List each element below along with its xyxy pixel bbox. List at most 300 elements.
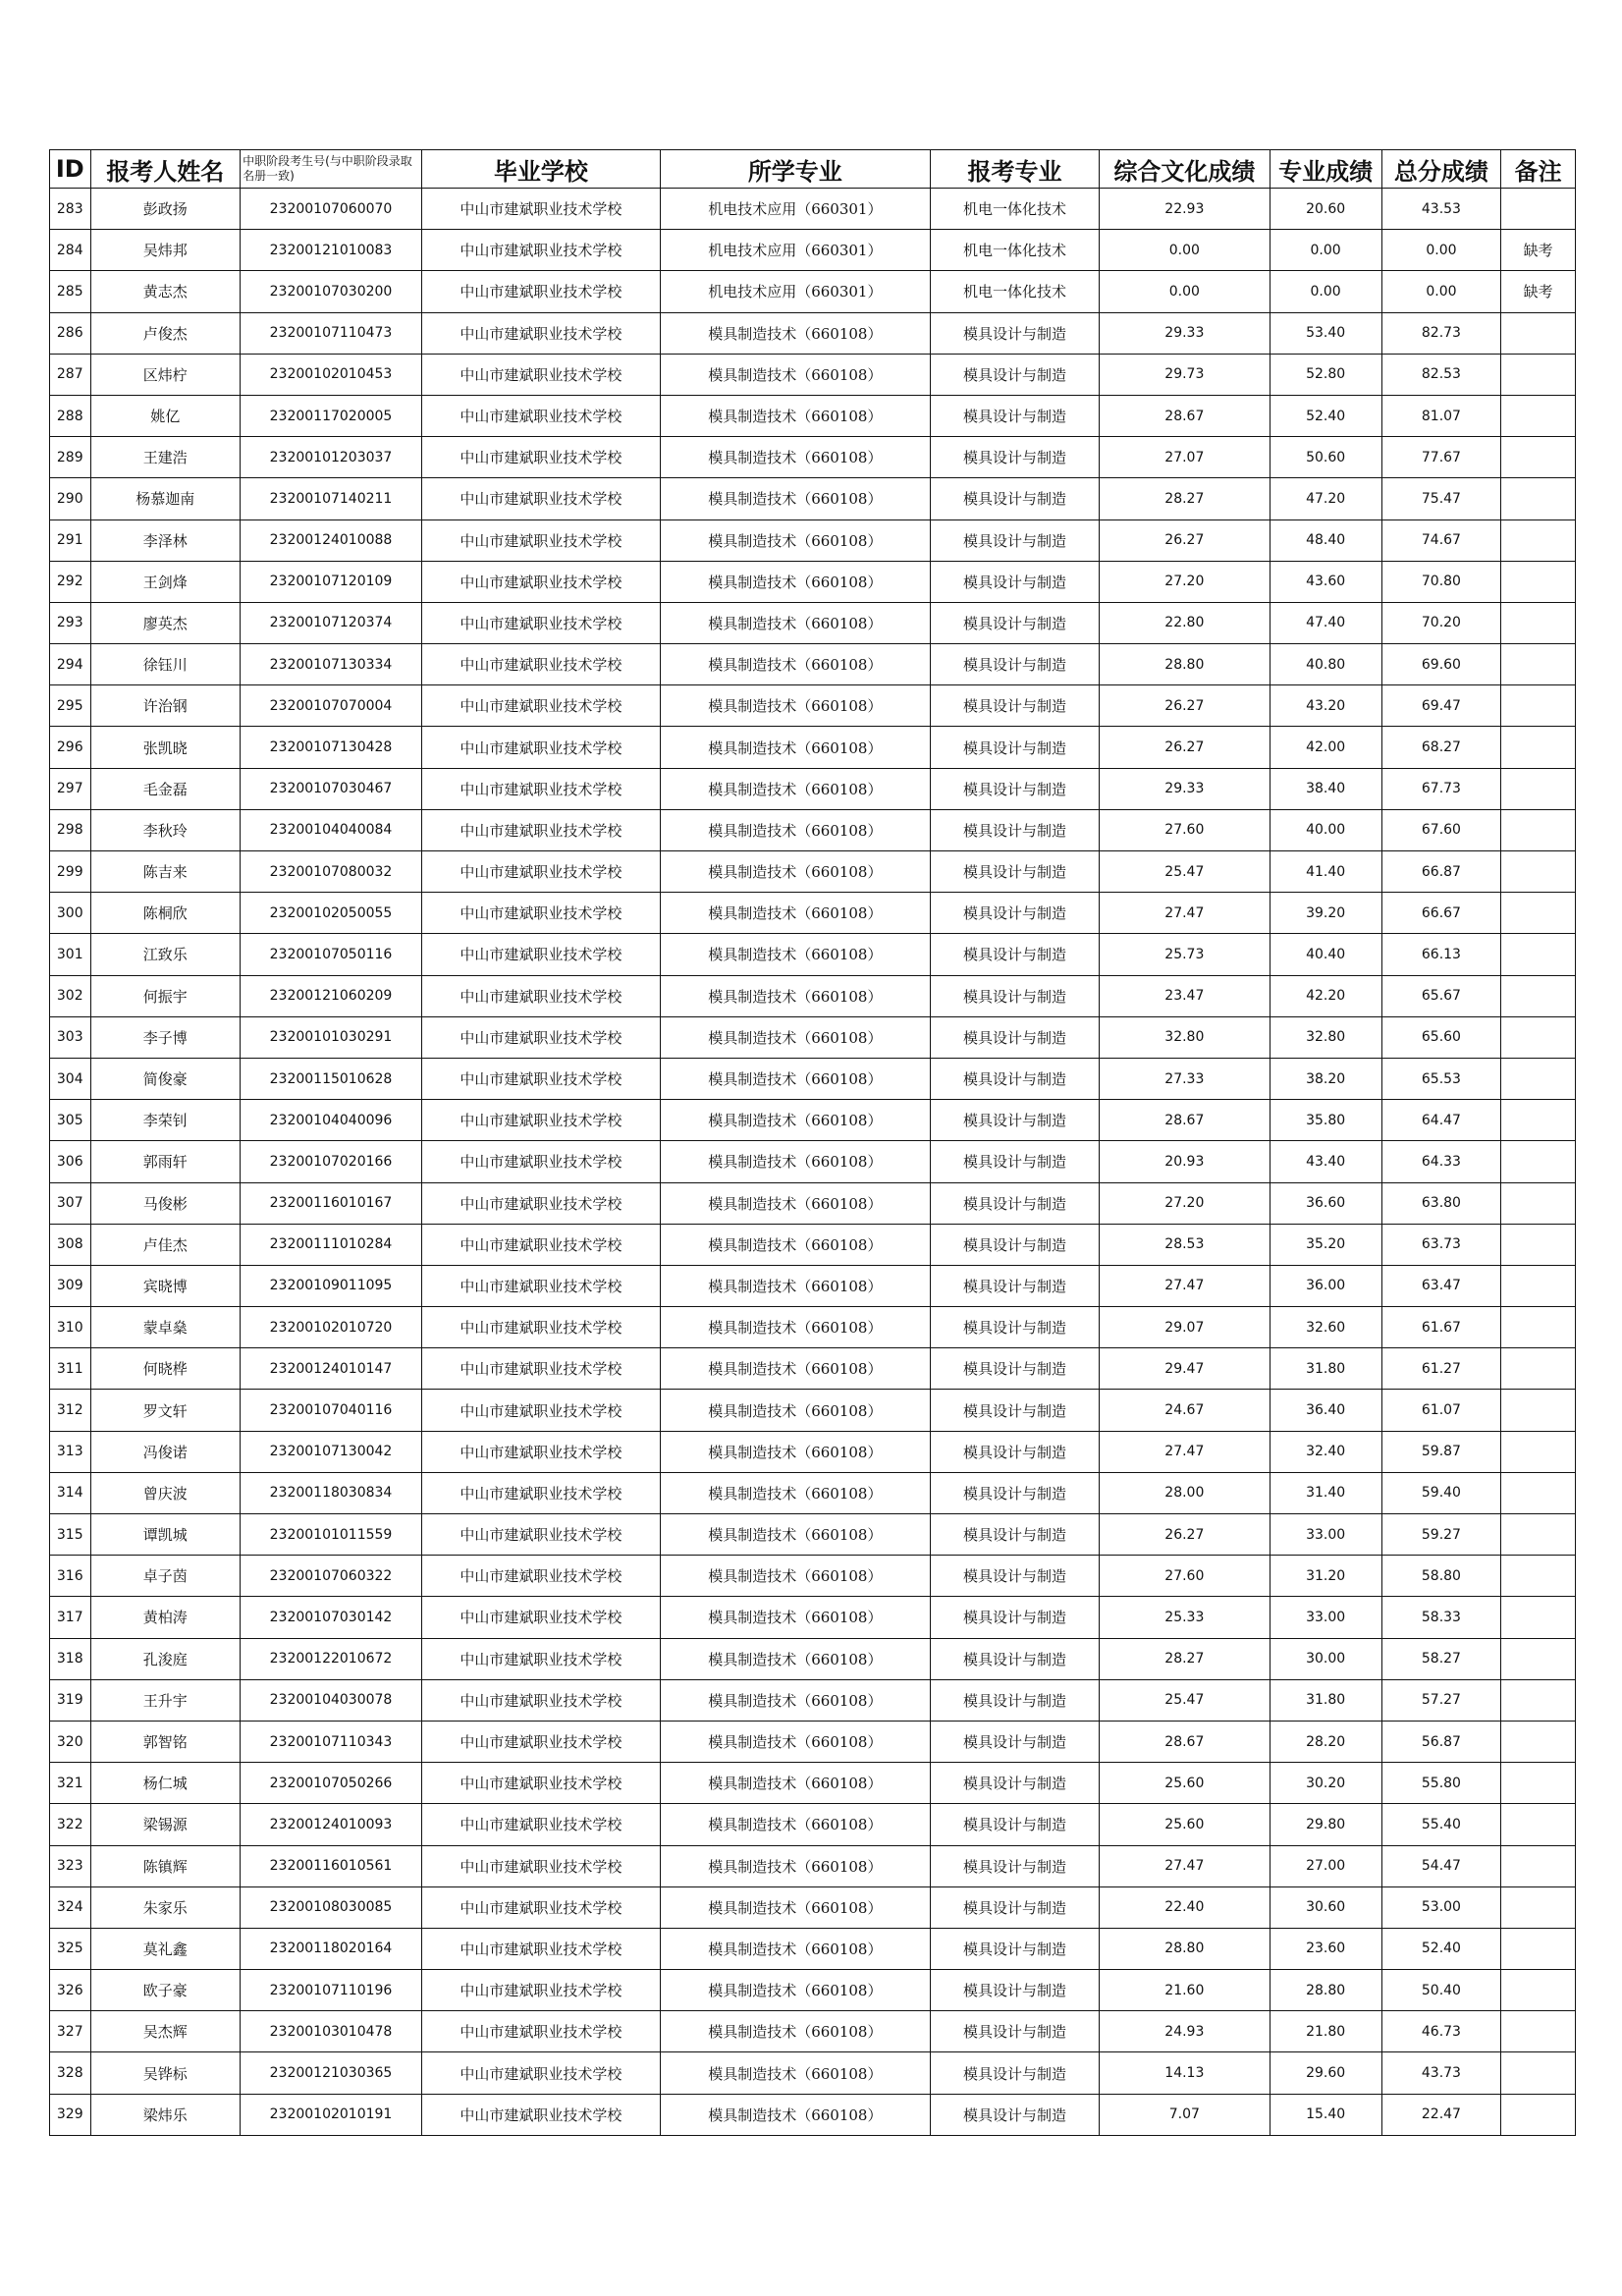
cell-remark: 缺考 <box>1501 271 1576 312</box>
cell-major: 模具制造技术（660108） <box>660 768 930 809</box>
cell-name: 马俊彬 <box>90 1182 241 1224</box>
cell-total-score: 59.87 <box>1381 1431 1500 1472</box>
cell-id: 292 <box>50 561 91 602</box>
cell-total-score: 46.73 <box>1381 2011 1500 2052</box>
table-row <box>50 1100 1576 1141</box>
cell-remark <box>1501 354 1576 395</box>
cell-school: 中山市建斌职业技术学校 <box>421 1265 660 1306</box>
header-apply-major: 报考专业 <box>930 150 1099 189</box>
cell-apply-major: 模具设计与制造 <box>930 2011 1099 2052</box>
cell-exam-no: 23200116010167 <box>241 1182 422 1224</box>
cell-exam-no: 23200107040116 <box>241 1390 422 1431</box>
cell-major: 模具制造技术（660108） <box>660 851 930 893</box>
cell-culture-score: 28.27 <box>1100 1638 1270 1679</box>
cell-id: 290 <box>50 478 91 519</box>
cell-apply-major: 模具设计与制造 <box>930 437 1099 478</box>
cell-id: 320 <box>50 1721 91 1762</box>
table-row <box>50 1679 1576 1721</box>
cell-exam-no: 23200111010284 <box>241 1224 422 1265</box>
cell-major-score: 41.40 <box>1270 851 1381 893</box>
cell-remark <box>1501 312 1576 354</box>
cell-apply-major: 模具设计与制造 <box>930 768 1099 809</box>
table-row <box>50 851 1576 893</box>
cell-remark <box>1501 975 1576 1016</box>
cell-id: 289 <box>50 437 91 478</box>
cell-total-score: 56.87 <box>1381 1721 1500 1762</box>
cell-culture-score: 28.80 <box>1100 1928 1270 1969</box>
cell-name: 许治钢 <box>90 685 241 727</box>
cell-id: 312 <box>50 1390 91 1431</box>
cell-apply-major: 模具设计与制造 <box>930 1016 1099 1058</box>
cell-school: 中山市建斌职业技术学校 <box>421 437 660 478</box>
cell-exam-no: 23200107070004 <box>241 685 422 727</box>
cell-exam-no: 23200107120109 <box>241 561 422 602</box>
cell-total-score: 75.47 <box>1381 478 1500 519</box>
cell-name: 王建浩 <box>90 437 241 478</box>
cell-school: 中山市建斌职业技术学校 <box>421 975 660 1016</box>
cell-remark <box>1501 1141 1576 1182</box>
cell-school: 中山市建斌职业技术学校 <box>421 1721 660 1762</box>
cell-apply-major: 模具设计与制造 <box>930 893 1099 934</box>
cell-exam-no: 23200107130428 <box>241 727 422 768</box>
cell-total-score: 61.07 <box>1381 1390 1500 1431</box>
cell-major-score: 31.40 <box>1270 1472 1381 1513</box>
cell-id: 298 <box>50 809 91 850</box>
cell-major-score: 33.00 <box>1270 1597 1381 1638</box>
cell-total-score: 52.40 <box>1381 1928 1500 1969</box>
cell-total-score: 59.40 <box>1381 1472 1500 1513</box>
cell-apply-major: 模具设计与制造 <box>930 685 1099 727</box>
cell-total-score: 43.73 <box>1381 2052 1500 2094</box>
table-row <box>50 312 1576 354</box>
cell-exam-no: 23200107060322 <box>241 1556 422 1597</box>
cell-major-score: 43.60 <box>1270 561 1381 602</box>
cell-school: 中山市建斌职业技术学校 <box>421 1556 660 1597</box>
score-table <box>49 149 1576 2136</box>
cell-major-score: 36.40 <box>1270 1390 1381 1431</box>
cell-school: 中山市建斌职业技术学校 <box>421 893 660 934</box>
cell-apply-major: 模具设计与制造 <box>930 1514 1099 1556</box>
cell-school: 中山市建斌职业技术学校 <box>421 2052 660 2094</box>
cell-school: 中山市建斌职业技术学校 <box>421 1763 660 1804</box>
cell-name: 欧子豪 <box>90 1970 241 2011</box>
cell-culture-score: 29.73 <box>1100 354 1270 395</box>
cell-total-score: 74.67 <box>1381 519 1500 561</box>
cell-total-score: 65.60 <box>1381 1016 1500 1058</box>
cell-school: 中山市建斌职业技术学校 <box>421 2011 660 2052</box>
cell-school: 中山市建斌职业技术学校 <box>421 1597 660 1638</box>
cell-remark <box>1501 1390 1576 1431</box>
cell-exam-no: 23200104040084 <box>241 809 422 850</box>
cell-total-score: 63.80 <box>1381 1182 1500 1224</box>
table-row <box>50 1970 1576 2011</box>
table-row <box>50 644 1576 685</box>
cell-culture-score: 27.47 <box>1100 1845 1270 1886</box>
cell-major-score: 29.60 <box>1270 2052 1381 2094</box>
cell-major: 模具制造技术（660108） <box>660 727 930 768</box>
cell-name: 杨仁城 <box>90 1763 241 1804</box>
header-name: 报考人姓名 <box>90 150 241 189</box>
cell-culture-score: 23.47 <box>1100 975 1270 1016</box>
cell-major: 模具制造技术（660108） <box>660 1638 930 1679</box>
cell-culture-score: 28.67 <box>1100 1721 1270 1762</box>
cell-culture-score: 26.27 <box>1100 1514 1270 1556</box>
cell-name: 曾庆波 <box>90 1472 241 1513</box>
cell-apply-major: 模具设计与制造 <box>930 1928 1099 1969</box>
table-row <box>50 1182 1576 1224</box>
cell-school: 中山市建斌职业技术学校 <box>421 1058 660 1099</box>
cell-name: 吴炜邦 <box>90 230 241 271</box>
cell-total-score: 63.47 <box>1381 1265 1500 1306</box>
cell-major-score: 28.20 <box>1270 1721 1381 1762</box>
cell-culture-score: 27.47 <box>1100 1265 1270 1306</box>
cell-apply-major: 模具设计与制造 <box>930 1431 1099 1472</box>
table-row <box>50 1141 1576 1182</box>
header-row <box>50 150 1576 189</box>
cell-exam-no: 23200107120374 <box>241 602 422 643</box>
cell-culture-score: 28.80 <box>1100 644 1270 685</box>
table-row <box>50 1804 1576 1845</box>
cell-name: 廖英杰 <box>90 602 241 643</box>
cell-school: 中山市建斌职业技术学校 <box>421 354 660 395</box>
cell-remark <box>1501 1886 1576 1928</box>
table-row <box>50 2094 1576 2135</box>
table-row <box>50 437 1576 478</box>
cell-remark <box>1501 1514 1576 1556</box>
cell-exam-no: 23200107110343 <box>241 1721 422 1762</box>
cell-major-score: 43.40 <box>1270 1141 1381 1182</box>
cell-culture-score: 25.60 <box>1100 1804 1270 1845</box>
cell-major: 模具制造技术（660108） <box>660 644 930 685</box>
cell-major-score: 48.40 <box>1270 519 1381 561</box>
cell-culture-score: 20.93 <box>1100 1141 1270 1182</box>
cell-id: 287 <box>50 354 91 395</box>
cell-total-score: 67.73 <box>1381 768 1500 809</box>
cell-major: 模具制造技术（660108） <box>660 2052 930 2094</box>
cell-school: 中山市建斌职业技术学校 <box>421 519 660 561</box>
cell-total-score: 66.87 <box>1381 851 1500 893</box>
cell-id: 327 <box>50 2011 91 2052</box>
table-row <box>50 1224 1576 1265</box>
cell-total-score: 64.47 <box>1381 1100 1500 1141</box>
cell-major-score: 53.40 <box>1270 312 1381 354</box>
cell-culture-score: 26.27 <box>1100 685 1270 727</box>
cell-culture-score: 0.00 <box>1100 271 1270 312</box>
cell-name: 王剑烽 <box>90 561 241 602</box>
table-row <box>50 1307 1576 1348</box>
cell-school: 中山市建斌职业技术学校 <box>421 478 660 519</box>
cell-school: 中山市建斌职业技术学校 <box>421 1100 660 1141</box>
cell-name: 李秋玲 <box>90 809 241 850</box>
cell-remark <box>1501 437 1576 478</box>
cell-school: 中山市建斌职业技术学校 <box>421 685 660 727</box>
cell-id: 321 <box>50 1763 91 1804</box>
table-row <box>50 395 1576 436</box>
cell-culture-score: 27.20 <box>1100 1182 1270 1224</box>
cell-remark <box>1501 1348 1576 1390</box>
cell-exam-no: 23200107030142 <box>241 1597 422 1638</box>
cell-apply-major: 模具设计与制造 <box>930 1182 1099 1224</box>
cell-total-score: 53.00 <box>1381 1886 1500 1928</box>
table-row <box>50 1514 1576 1556</box>
cell-major: 模具制造技术（660108） <box>660 519 930 561</box>
cell-exam-no: 23200118030834 <box>241 1472 422 1513</box>
cell-exam-no: 23200117020005 <box>241 395 422 436</box>
table-row <box>50 975 1576 1016</box>
cell-total-score: 70.20 <box>1381 602 1500 643</box>
cell-major-score: 40.80 <box>1270 644 1381 685</box>
table-row <box>50 478 1576 519</box>
cell-culture-score: 28.67 <box>1100 1100 1270 1141</box>
cell-remark <box>1501 1763 1576 1804</box>
cell-major: 模具制造技术（660108） <box>660 1058 930 1099</box>
cell-school: 中山市建斌职业技术学校 <box>421 1431 660 1472</box>
cell-major-score: 21.80 <box>1270 2011 1381 2052</box>
cell-name: 何晓桦 <box>90 1348 241 1390</box>
cell-major-score: 20.60 <box>1270 189 1381 230</box>
cell-remark: 缺考 <box>1501 230 1576 271</box>
cell-apply-major: 模具设计与制造 <box>930 1472 1099 1513</box>
cell-culture-score: 28.00 <box>1100 1472 1270 1513</box>
cell-name: 宾晓博 <box>90 1265 241 1306</box>
cell-id: 311 <box>50 1348 91 1390</box>
cell-apply-major: 模具设计与制造 <box>930 1390 1099 1431</box>
cell-school: 中山市建斌职业技术学校 <box>421 1182 660 1224</box>
cell-major-score: 33.00 <box>1270 1514 1381 1556</box>
cell-major: 模具制造技术（660108） <box>660 893 930 934</box>
cell-name: 杨慕迦南 <box>90 478 241 519</box>
cell-remark <box>1501 2011 1576 2052</box>
table-row <box>50 934 1576 975</box>
cell-remark <box>1501 395 1576 436</box>
cell-id: 308 <box>50 1224 91 1265</box>
cell-total-score: 0.00 <box>1381 230 1500 271</box>
cell-remark <box>1501 1224 1576 1265</box>
cell-apply-major: 机电一体化技术 <box>930 230 1099 271</box>
cell-id: 316 <box>50 1556 91 1597</box>
cell-total-score: 59.27 <box>1381 1514 1500 1556</box>
table-row <box>50 1348 1576 1390</box>
cell-id: 319 <box>50 1679 91 1721</box>
cell-school: 中山市建斌职业技术学校 <box>421 1970 660 2011</box>
cell-apply-major: 模具设计与制造 <box>930 519 1099 561</box>
cell-apply-major: 机电一体化技术 <box>930 271 1099 312</box>
table-row <box>50 230 1576 271</box>
cell-name: 陈桐欣 <box>90 893 241 934</box>
cell-culture-score: 14.13 <box>1100 2052 1270 2094</box>
cell-major-score: 27.00 <box>1270 1845 1381 1886</box>
cell-remark <box>1501 1928 1576 1969</box>
cell-name: 何振宇 <box>90 975 241 1016</box>
cell-exam-no: 23200107030467 <box>241 768 422 809</box>
cell-apply-major: 模具设计与制造 <box>930 312 1099 354</box>
cell-id: 329 <box>50 2094 91 2135</box>
table-row <box>50 1265 1576 1306</box>
cell-apply-major: 模具设计与制造 <box>930 1141 1099 1182</box>
cell-name: 郭智铭 <box>90 1721 241 1762</box>
cell-name: 卓子茵 <box>90 1556 241 1597</box>
header-exam-no: 中职阶段考生号(与中职阶段录取名册一致) <box>241 150 422 189</box>
cell-major-score: 52.40 <box>1270 395 1381 436</box>
cell-apply-major: 模具设计与制造 <box>930 1058 1099 1099</box>
cell-exam-no: 23200101203037 <box>241 437 422 478</box>
cell-total-score: 43.53 <box>1381 189 1500 230</box>
cell-major-score: 38.20 <box>1270 1058 1381 1099</box>
cell-total-score: 65.67 <box>1381 975 1500 1016</box>
cell-apply-major: 机电一体化技术 <box>930 189 1099 230</box>
table-row <box>50 561 1576 602</box>
cell-school: 中山市建斌职业技术学校 <box>421 1307 660 1348</box>
cell-school: 中山市建斌职业技术学校 <box>421 1638 660 1679</box>
cell-major-score: 31.20 <box>1270 1556 1381 1597</box>
cell-remark <box>1501 1804 1576 1845</box>
cell-apply-major: 模具设计与制造 <box>930 851 1099 893</box>
cell-apply-major: 模具设计与制造 <box>930 1597 1099 1638</box>
cell-name: 毛金磊 <box>90 768 241 809</box>
cell-remark <box>1501 1472 1576 1513</box>
cell-culture-score: 22.80 <box>1100 602 1270 643</box>
cell-major: 模具制造技术（660108） <box>660 1886 930 1928</box>
cell-culture-score: 24.67 <box>1100 1390 1270 1431</box>
cell-school: 中山市建斌职业技术学校 <box>421 1845 660 1886</box>
cell-culture-score: 27.60 <box>1100 1556 1270 1597</box>
cell-name: 冯俊诺 <box>90 1431 241 1472</box>
cell-id: 304 <box>50 1058 91 1099</box>
table-row <box>50 602 1576 643</box>
cell-exam-no: 23200107050116 <box>241 934 422 975</box>
cell-major-score: 36.00 <box>1270 1265 1381 1306</box>
table-row <box>50 1886 1576 1928</box>
cell-culture-score: 24.93 <box>1100 2011 1270 2052</box>
cell-culture-score: 26.27 <box>1100 727 1270 768</box>
table-row <box>50 893 1576 934</box>
cell-apply-major: 模具设计与制造 <box>930 1679 1099 1721</box>
cell-total-score: 70.80 <box>1381 561 1500 602</box>
cell-major-score: 42.20 <box>1270 975 1381 1016</box>
table-row <box>50 727 1576 768</box>
cell-exam-no: 23200115010628 <box>241 1058 422 1099</box>
cell-name: 王升宇 <box>90 1679 241 1721</box>
cell-major: 模具制造技术（660108） <box>660 975 930 1016</box>
cell-remark <box>1501 1638 1576 1679</box>
cell-major-score: 47.40 <box>1270 602 1381 643</box>
cell-school: 中山市建斌职业技术学校 <box>421 1348 660 1390</box>
cell-id: 307 <box>50 1182 91 1224</box>
cell-exam-no: 23200107050266 <box>241 1763 422 1804</box>
cell-major: 模具制造技术（660108） <box>660 1556 930 1597</box>
cell-culture-score: 22.40 <box>1100 1886 1270 1928</box>
cell-remark <box>1501 1182 1576 1224</box>
cell-culture-score: 25.47 <box>1100 1679 1270 1721</box>
cell-culture-score: 29.33 <box>1100 312 1270 354</box>
cell-name: 黄志杰 <box>90 271 241 312</box>
cell-major: 机电技术应用（660301） <box>660 189 930 230</box>
cell-culture-score: 25.73 <box>1100 934 1270 975</box>
cell-total-score: 69.47 <box>1381 685 1500 727</box>
cell-remark <box>1501 1845 1576 1886</box>
cell-id: 326 <box>50 1970 91 2011</box>
cell-exam-no: 23200124010088 <box>241 519 422 561</box>
cell-major-score: 40.40 <box>1270 934 1381 975</box>
cell-id: 323 <box>50 1845 91 1886</box>
cell-major-score: 31.80 <box>1270 1679 1381 1721</box>
cell-major: 模具制造技术（660108） <box>660 809 930 850</box>
cell-culture-score: 0.00 <box>1100 230 1270 271</box>
cell-school: 中山市建斌职业技术学校 <box>421 644 660 685</box>
cell-major: 模具制造技术（660108） <box>660 1182 930 1224</box>
cell-id: 303 <box>50 1016 91 1058</box>
cell-id: 322 <box>50 1804 91 1845</box>
cell-major-score: 31.80 <box>1270 1348 1381 1390</box>
cell-apply-major: 模具设计与制造 <box>930 1804 1099 1845</box>
cell-culture-score: 29.47 <box>1100 1348 1270 1390</box>
cell-apply-major: 模具设计与制造 <box>930 395 1099 436</box>
cell-id: 325 <box>50 1928 91 1969</box>
cell-exam-no: 23200108030085 <box>241 1886 422 1928</box>
cell-exam-no: 23200124010147 <box>241 1348 422 1390</box>
cell-remark <box>1501 934 1576 975</box>
cell-major: 模具制造技术（660108） <box>660 354 930 395</box>
cell-total-score: 57.27 <box>1381 1679 1500 1721</box>
cell-id: 305 <box>50 1100 91 1141</box>
cell-culture-score: 28.67 <box>1100 395 1270 436</box>
cell-major: 模具制造技术（660108） <box>660 934 930 975</box>
cell-major: 机电技术应用（660301） <box>660 271 930 312</box>
cell-major: 模具制造技术（660108） <box>660 1845 930 1886</box>
table-row <box>50 1472 1576 1513</box>
cell-total-score: 0.00 <box>1381 271 1500 312</box>
cell-apply-major: 模具设计与制造 <box>930 478 1099 519</box>
cell-name: 李子博 <box>90 1016 241 1058</box>
table-row <box>50 768 1576 809</box>
cell-total-score: 66.67 <box>1381 893 1500 934</box>
cell-culture-score: 27.47 <box>1100 893 1270 934</box>
cell-remark <box>1501 685 1576 727</box>
cell-school: 中山市建斌职业技术学校 <box>421 395 660 436</box>
cell-total-score: 81.07 <box>1381 395 1500 436</box>
cell-major: 模具制造技术（660108） <box>660 1472 930 1513</box>
cell-id: 315 <box>50 1514 91 1556</box>
header-major-score: 专业成绩 <box>1270 150 1381 189</box>
cell-school: 中山市建斌职业技术学校 <box>421 230 660 271</box>
cell-id: 318 <box>50 1638 91 1679</box>
cell-remark <box>1501 768 1576 809</box>
cell-remark <box>1501 1721 1576 1762</box>
cell-total-score: 63.73 <box>1381 1224 1500 1265</box>
cell-remark <box>1501 1556 1576 1597</box>
cell-major: 模具制造技术（660108） <box>660 1763 930 1804</box>
cell-id: 301 <box>50 934 91 975</box>
cell-culture-score: 25.47 <box>1100 851 1270 893</box>
table-row <box>50 1016 1576 1058</box>
cell-exam-no: 23200107130334 <box>241 644 422 685</box>
cell-school: 中山市建斌职业技术学校 <box>421 851 660 893</box>
cell-major: 模具制造技术（660108） <box>660 1348 930 1390</box>
cell-remark <box>1501 1058 1576 1099</box>
cell-school: 中山市建斌职业技术学校 <box>421 189 660 230</box>
cell-remark <box>1501 893 1576 934</box>
cell-major: 模具制造技术（660108） <box>660 2011 930 2052</box>
cell-exam-no: 23200107110473 <box>241 312 422 354</box>
cell-total-score: 50.40 <box>1381 1970 1500 2011</box>
cell-major: 模具制造技术（660108） <box>660 1141 930 1182</box>
cell-name: 彭政扬 <box>90 189 241 230</box>
cell-school: 中山市建斌职业技术学校 <box>421 1141 660 1182</box>
cell-total-score: 22.47 <box>1381 2094 1500 2135</box>
cell-exam-no: 23200104030078 <box>241 1679 422 1721</box>
cell-id: 297 <box>50 768 91 809</box>
cell-total-score: 68.27 <box>1381 727 1500 768</box>
